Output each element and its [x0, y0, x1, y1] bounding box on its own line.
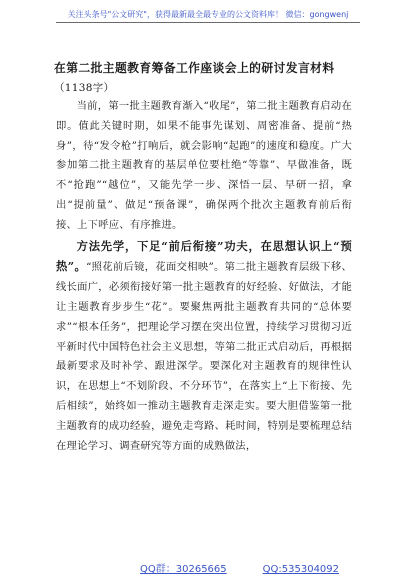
- qq-group-contact: QQ群：30265665: [140, 564, 227, 575]
- qq-contact: QQ:535304092: [262, 564, 340, 575]
- page-footer: [140, 560, 339, 575]
- page-header: 关注头条号"公文研究"，获得最新最全最专业的公文资料库！ 微信：gongwenj: [67, 10, 349, 19]
- paragraph-text: 当前，第一批主题教育渐入“收尾”，第二批主题教育启动在即。值此关键时期，如果不能事先谋划、周密准备、提前“热身”，待“发令枪”打响后，就会影响“起跑”的速度和稳度。广大参加第二批主题教育的基层单位要杜绝“等靠”、早做准备，既不“抢跑”“越位”，又能先学一步、深悟一层、早研一招，拿出“提前量”、做足“预备课”，确保两个批次主题教育前后衔接、上下呼应、有序推进。: [56, 100, 352, 231]
- paragraph: [56, 97, 352, 236]
- document-body: [56, 97, 352, 456]
- header-divider: [56, 22, 360, 23]
- paragraph-lead-heading: 方法先学，下足“前后衔接”功夫，在思想认识上“预热”。: [56, 238, 352, 274]
- paragraph: [56, 237, 352, 457]
- word-count: （1138字）: [54, 82, 115, 94]
- paragraph-text: “照花前后镜，花面交相映”。第二批主题教育层级下移、线长面广，必须衔接好第一批主题教育的好经验、好做法，才能让主题教育步步生“花”。要聚焦两批主题教育共同的“总体要求”“根本任务”，把理论学习摆在突出位置，持续学习贯彻习近平新时代中国特色社会主义思想，等第二批正式启动后，再根据最新要求及时补学、跟进深学。要深化对主题教育的规律性认识，在思想上“不划阶段、不分环节”，在落实上“上下衔接、先后相续”，始终如一推动主题教育走深走实。要大胆借鉴第一批主题教育的成功经验，避免走弯路、耗时间，特别是要梳理总结在理论学习、调查研究等方面的成熟做法，: [56, 261, 353, 452]
- document-title: 在第二批主题教育筹备工作座谈会上的研讨发言材料: [54, 61, 335, 75]
